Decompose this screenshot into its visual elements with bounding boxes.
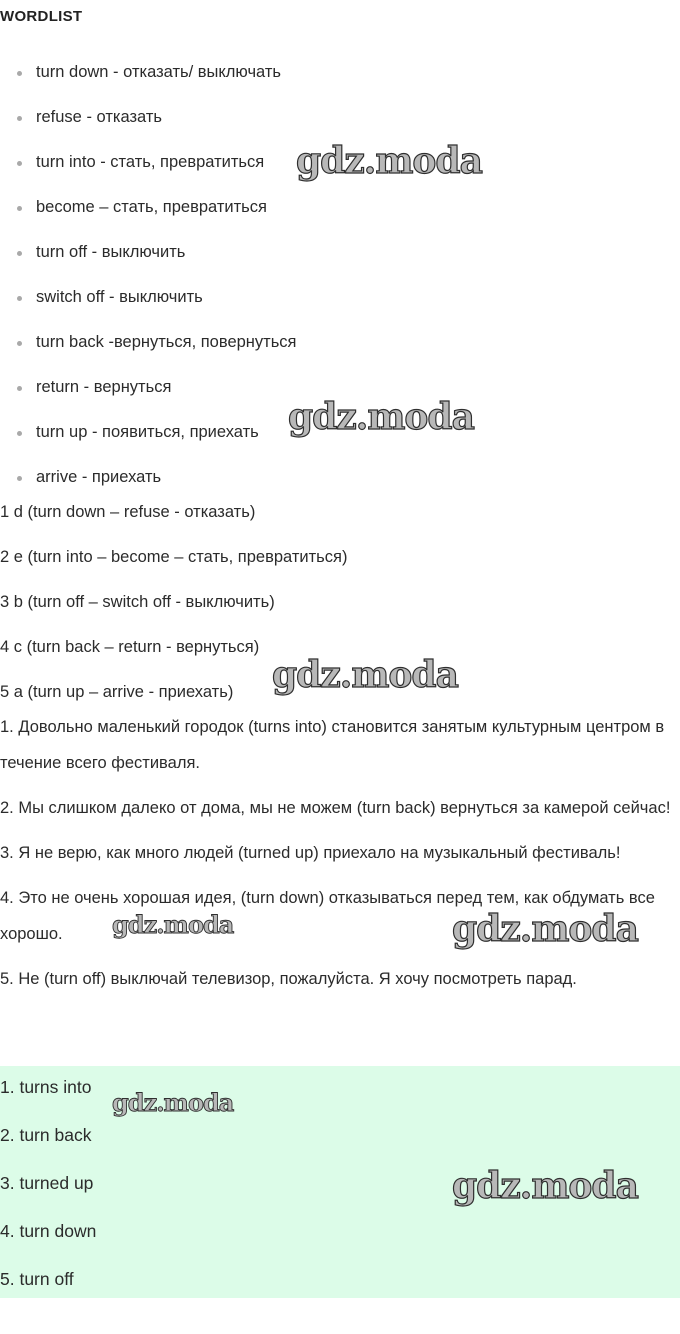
list-item [0,140,297,185]
list-item [0,50,297,95]
list-item-text: turn back -вернуться, повернуться [36,333,297,351]
bullet-icon [17,251,22,256]
translation-paragraph: 5. Не (turn off) выключай телевизор, пожалуйста. Я хочу посмотреть парад. [0,970,577,988]
wordlist [0,50,297,500]
match-row: 4 c (turn back – return - вернуться) [0,638,260,656]
bullet-icon [17,476,22,481]
watermark: gdz.moda [452,1165,638,1207]
translation-paragraph: 3. Я не верю, как много людей (turned up) приехало на музыкальный фестиваль! [0,844,621,862]
list-item [0,365,297,410]
bullet-icon [17,431,22,436]
list-item-text: switch off - выключить [36,288,203,306]
heading: WORDLIST [0,8,83,25]
bullet-icon [17,296,22,301]
list-item [0,410,297,455]
list-item-text: become – стать, превратиться [36,198,267,216]
list-item-text: turn into - стать, превратиться [36,153,265,171]
answer-row: 2. turn back [0,1125,92,1145]
answer-row: 1. turns into [0,1077,92,1097]
match-row: 2 e (turn into – become – стать, превратиться) [0,548,348,566]
list-item-text: turn up - появиться, приехать [36,423,259,441]
match-row: 1 d (turn down – refuse - отказать) [0,503,256,521]
list-item [0,95,297,140]
translation-paragraph: 4. Это не очень хорошая идея, (turn down) отказываться перед тем, как обдумать все хорошо. [0,889,655,943]
bullet-icon [17,116,22,121]
translation-paragraph: 2. Мы слишком далеко от дома, мы не можем (turn back) вернуться за камерой сейчас! [0,799,671,817]
watermark: gdz.moda [296,140,482,182]
list-item-text: arrive - приехать [36,468,162,486]
watermark: gdz.moda [288,396,474,438]
list-item [0,230,297,275]
watermark: gdz.moda [272,654,458,696]
list-item-text: turn down - отказать/ выключать [36,63,282,81]
matches-section [0,495,347,720]
answer-row: 3. turned up [0,1173,94,1193]
translations-section [0,709,680,1006]
watermark: gdz.moda [452,908,638,950]
watermark: gdz.moda [112,1088,234,1117]
bullet-icon [17,206,22,211]
answer-row: 5. turn off [0,1269,74,1289]
bullet-icon [17,386,22,391]
bullet-icon [17,341,22,346]
list-item [0,275,297,320]
bullet-icon [17,161,22,166]
translation-paragraph: 1. Довольно маленький городок (turns into) становится занятым культурным центром в течение всего фестиваля. [0,718,665,772]
list-item-text: turn off - выключить [36,243,186,261]
answers-section [0,1066,680,1298]
list-item [0,320,297,365]
list-item [0,185,297,230]
watermark: gdz.moda [112,910,234,939]
list-item-text: refuse - отказать [36,108,162,126]
match-row: 3 b (turn off – switch off - выключить) [0,593,275,611]
list-item-text: return - вернуться [36,378,172,396]
answer-row: 4. turn down [0,1221,97,1241]
match-row: 5 a (turn up – arrive - приехать) [0,683,234,701]
bullet-icon [17,71,22,76]
list-item [0,455,297,500]
